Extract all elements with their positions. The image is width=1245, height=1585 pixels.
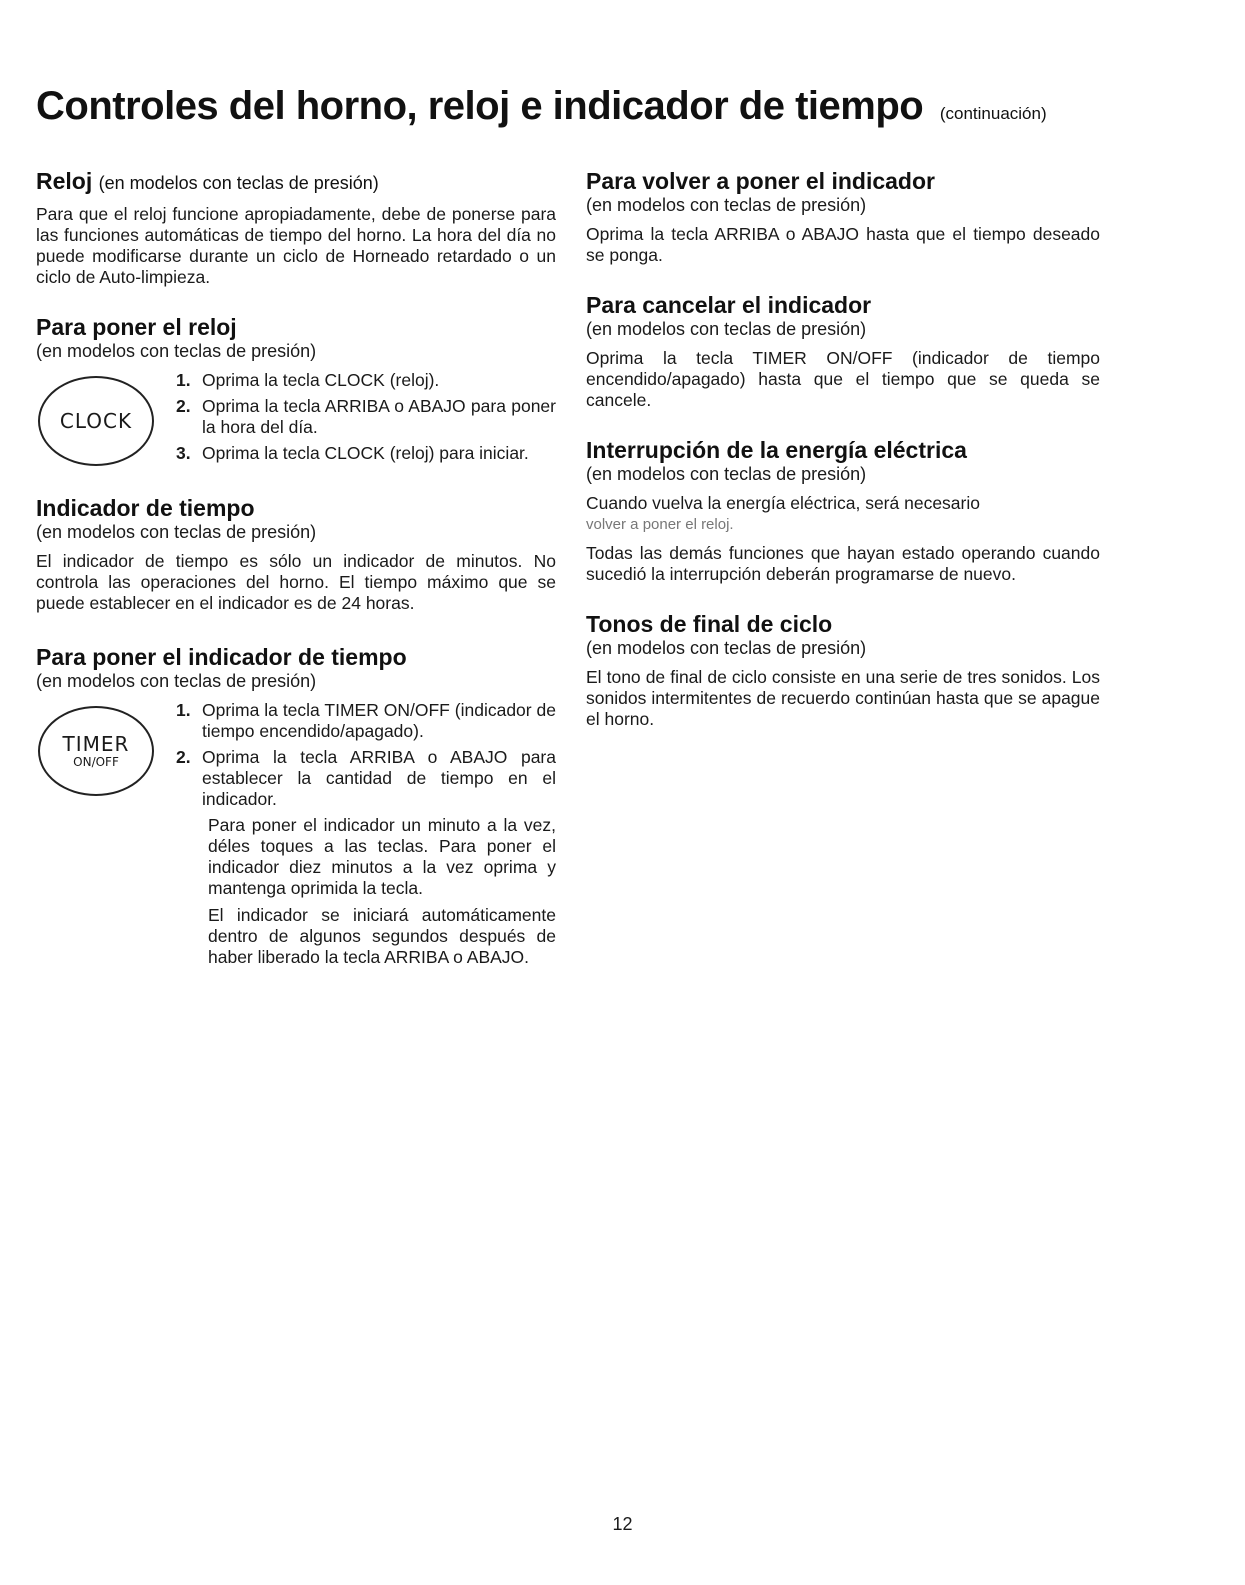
section-interrupcion [586, 437, 1100, 585]
interrupcion-subtitle: (en modelos con teclas de presión) [586, 464, 867, 484]
timer-note: El indicador se iniciará automáticamente dentro de algunos segundos después de haber liberado la tecla ARRIBA o ABAJO. [208, 905, 556, 967]
step-text: Oprima la tecla CLOCK (reloj) para iniciar. [202, 443, 529, 463]
step-text: Oprima la tecla TIMER ON/OFF (indicador de tiempo encendido/apagado). [202, 700, 556, 741]
timer-key-sublabel: ON/OFF [73, 755, 119, 769]
step-number: 1. [176, 370, 191, 390]
clock-steps-block [36, 370, 556, 464]
step-item [176, 370, 556, 391]
section-heading [36, 168, 556, 196]
heading-interrupcion: Interrupción de la energía eléctrica [586, 437, 967, 463]
cancelar-body: Oprima la tecla TIMER ON/OFF (indicador de tiempo encendido/apagado) hasta que el tiempo que se queda se cancele. [586, 348, 1100, 410]
reloj-body: Para que el reloj funcione apropiadamente, debe de ponerse para las funciones automáticas de tiempo del horno. La hora del día no puede modificarse durante un ciclo de Horneado retardado o un ciclo de Auto-limpieza. [36, 204, 556, 287]
heading-volver: Para volver a poner el indicador [586, 168, 935, 194]
section-poner-reloj [36, 314, 556, 464]
step-text: Oprima la tecla ARRIBA o ABAJO para poner la hora del día. [202, 396, 556, 437]
poner-reloj-subtitle: (en modelos con teclas de presión) [36, 341, 317, 361]
clock-key-icon [38, 376, 154, 466]
page-number: 12 [612, 1514, 633, 1534]
step-number: 2. [176, 747, 191, 767]
clock-key-label: CLOCK [59, 409, 133, 433]
tonos-body: El tono de final de ciclo consiste en una serie de tres sonidos. Los sonidos intermitentes de recuerdo continúan hasta que se apague el horno. [586, 667, 1100, 729]
volver-subtitle: (en modelos con teclas de presión) [586, 195, 867, 215]
volver-body: Oprima la tecla ARRIBA o ABAJO hasta que el tiempo deseado se ponga. [586, 224, 1100, 265]
tonos-subtitle: (en modelos con teclas de presión) [586, 638, 867, 658]
timer-notes [36, 815, 556, 968]
step-text: Oprima la tecla ARRIBA o ABAJO para establecer la cantidad de tiempo en el indicador. [202, 747, 556, 809]
heading-cancelar: Para cancelar el indicador [586, 292, 872, 318]
heading-poner-indicador: Para poner el indicador de tiempo [36, 644, 407, 670]
interrupcion-body-faint: volver a poner el reloj. [586, 516, 734, 533]
section-indicador [36, 495, 556, 614]
timer-key-label: TIMER [62, 732, 130, 756]
cancelar-subtitle: (en modelos con teclas de presión) [586, 319, 867, 339]
right-column [586, 168, 1100, 730]
step-number: 2. [176, 396, 191, 416]
section-poner-indicador [36, 644, 556, 968]
heading-indicador: Indicador de tiempo [36, 495, 255, 521]
heading-tonos: Tonos de final de ciclo [586, 611, 833, 637]
timer-note: Para poner el indicador un minuto a la vez, déles toques a las teclas. Para poner el indicador diez minutos a la vez oprima y mantenga oprimida la tecla. [208, 815, 556, 898]
step-number: 3. [176, 443, 191, 463]
heading-poner-reloj: Para poner el reloj [36, 314, 237, 340]
section-volver [586, 168, 1100, 266]
heading-reloj: Reloj [36, 168, 93, 194]
indicador-body: El indicador de tiempo es sólo un indicador de minutos. No controla las operaciones del horno. El tiempo máximo que se puede establecer en el indicador es de 24 horas. [36, 551, 556, 613]
timer-steps-block [36, 700, 556, 968]
interrupcion-body: Cuando vuelva la energía eléctrica, será necesario [586, 493, 980, 513]
left-column [36, 168, 556, 974]
heading-reloj-paren: (en modelos con teclas de presión) [98, 173, 379, 193]
timer-key-icon [38, 706, 154, 796]
step-text: Oprima la tecla CLOCK (reloj). [202, 370, 440, 390]
step-item [176, 396, 556, 438]
indicador-subtitle: (en modelos con teclas de presión) [36, 522, 317, 542]
page-title [36, 84, 1047, 129]
section-tonos [586, 611, 1100, 730]
step-item [176, 747, 556, 810]
page-title-continuation: (continuación) [939, 104, 1047, 123]
section-reloj [36, 168, 556, 288]
section-cancelar [586, 292, 1100, 411]
step-item [176, 700, 556, 742]
page-title-main: Controles del horno, reloj e indicador de tiempo [36, 84, 924, 128]
step-item [176, 443, 556, 464]
poner-indicador-subtitle: (en modelos con teclas de presión) [36, 671, 317, 691]
interrupcion-body-2: Todas las demás funciones que hayan estado operando cuando sucedió la interrupción deberán programarse de nuevo. [586, 543, 1100, 584]
step-number: 1. [176, 700, 191, 720]
